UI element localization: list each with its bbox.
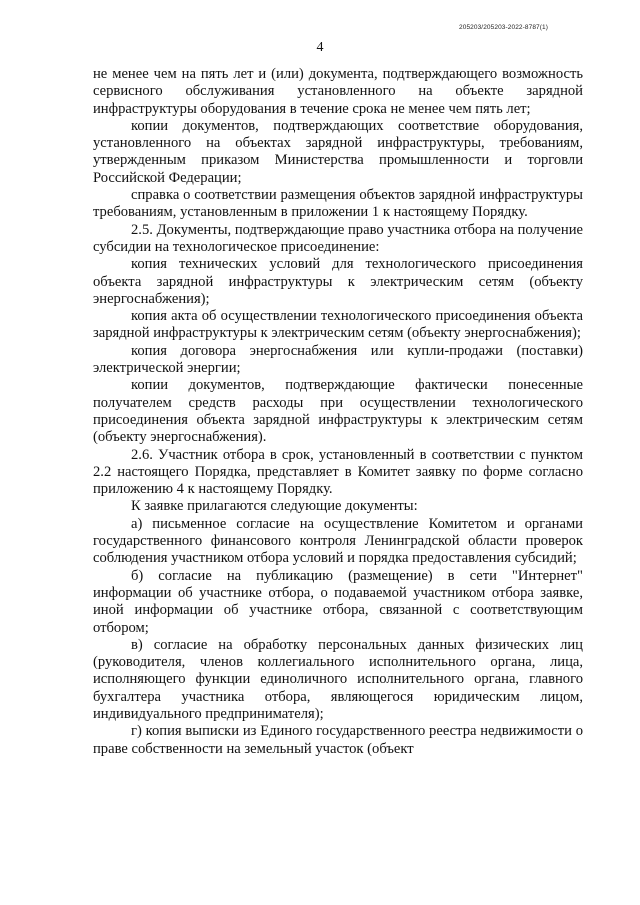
- paragraph: копия договора энергоснабжения или купли-продажи (поставки) электрической энергии;: [93, 342, 583, 377]
- paragraph: не менее чем на пять лет и (или) документа, подтверждающего возможность сервисного обслуживания установленного на объекте зарядной инфраструктуры оборудования в течение срока не менее чем пять лет;: [93, 66, 583, 117]
- list-item-a: а) письменное согласие на осуществление Комитетом и органами государственного финансового контроля Ленинградской области проверок соблюдения участником отбора условий и порядка предоставления субсидий;: [93, 515, 583, 567]
- page-number: 4: [316, 40, 324, 55]
- paragraph: копии документов, подтверждающие фактически понесенные получателем средств расходы при осуществлении технологического присоединения объекта зарядной инфраструктуры к электрическим сетям (объекту энергоснабжения).: [93, 377, 583, 446]
- paragraph: копия акта об осуществлении технологического присоединения объекта зарядной инфраструктуры к электрическим сетям (объекту энергоснабжения);: [93, 308, 583, 342]
- paragraph: копия технических условий для технологического присоединения объекта зарядной инфраструктуры к электрическим сетям (объекту энергоснабжения);: [93, 256, 583, 307]
- paragraph: справка о соответствии размещения объектов зарядной инфраструктуры требованиям, установленным в приложении 1 к настоящему Порядку.: [93, 187, 583, 221]
- document-id: 205203/205203-2022-8787(1): [459, 24, 548, 31]
- section-2-6-paragraph: 2.6. Участник отбора в срок, установленный в соответствии с пунктом 2.2 настоящего Порядка, представляет в Комитет заявку по форме согласно приложению 4 к настоящему Порядку.: [93, 446, 583, 498]
- paragraph: копии документов, подтверждающих соответствие оборудования, установленного на объектах зарядной инфраструктуры, требованиям, утвержденным приказом Министерства промышленности и торговли Российской Федерации;: [93, 117, 583, 186]
- section-2-5-paragraph: 2.5. Документы, подтверждающие право участника отбора на получение субсидии на технологическое присоединение:: [93, 221, 583, 255]
- list-item-g: г) копия выписки из Единого государственного реестра недвижимости о праве собственности на земельный участок (объект: [93, 723, 583, 757]
- list-item-v: в) согласие на обработку персональных данных физических лиц (руководителя, членов коллегиального исполнительного органа, лица, исполняющего функции единоличного исполнительного органа, главного бухгалтера участника отбора, являющегося юридическим лицом, индивидуального предпринимателя);: [93, 636, 583, 722]
- document-body: [93, 66, 583, 758]
- paragraph: К заявке прилагаются следующие документы:: [131, 498, 418, 515]
- list-item-b: б) согласие на публикацию (размещение) в сети "Интернет" информации об участнике отбора, о подаваемой участником отбора заявке, иной информации об участнике отбора, связанной с соответствующим отбором;: [93, 567, 583, 636]
